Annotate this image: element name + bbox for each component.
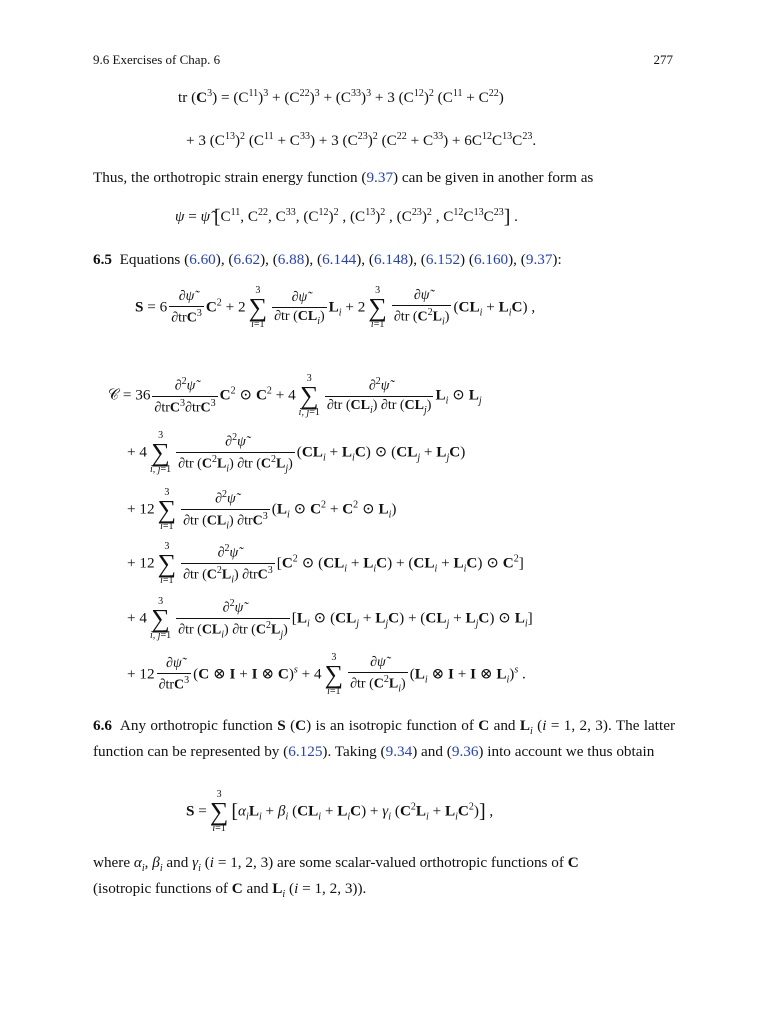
equation-stress-s: S = 6 $\frac{\partial\psĩ}{\partial trC^3}$ $C^2 + 2$ 3 ∑ i=1 $\frac{\partial\psĩ}{\partial tr (CL_i)}$ $L_i + 2$ 3 ∑ i=1 $\frac{\partial\psĩ}{\partial tr (C^2L_i)}$ $(CL_i + L_iC)$ , — [135, 285, 536, 330]
link-eq-9-34[interactable]: 9.34 — [385, 743, 413, 761]
equation-trace-c3-line1: tr $(C^3) = (C^{11})^3 + (C^{22})^3 + (C^{33})^3 + 3$ $(C^{12})^2$ $(C^{11} + C^{22})$ — [178, 88, 504, 107]
equation-trace-c3-line2: + 3 $(C^{13})^2$ $(C^{11} + C^{33}) + 3$ $(C^{23})^2$ $(C^{22} + C^{33}) + 6C^{12}C^{13}C^{23}$. — [186, 131, 537, 150]
equation-tangent-line4: + 12 3 ∑ i=1 $\frac{\partial^2\psĩ}{\partial tr (C^2L_i) \partial trC^3}$ [$C^2$ ⊙ $(CL_i + L_iC) + (CL_i + L_iC)$ ⊙ $C^2$] — [127, 541, 524, 586]
link-eq-6-160[interactable]: 6.160 — [473, 251, 509, 268]
equation-tangent-line3: + 12 3 ∑ i=1 $\frac{\partial^2\psĩ}{\partial tr (CL_i) \partial trC^3}$ ($L_i$ ⊙ $C^2 + C^2$ ⊙ $L_i$) — [127, 487, 397, 532]
equation-tangent-line2: + 4 3 ∑ i, j=1 $\frac{\partial^2\psĩ}{\partial tr (C^2L_i) \partial tr (C^2L_j)}$ $(CL_i + L_iC)$ ⊙ $(CL_j + L_jC)$ — [127, 430, 466, 475]
link-eq-6-148[interactable]: 6.148 — [373, 251, 409, 268]
text-run: and — [489, 717, 520, 734]
exercise-6-5-heading: 6.5 Equations (6.60), (6.62), (6.88), (6.144), (6.148), (6.152) (6.160), (9.37): — [93, 251, 562, 268]
text-run: ) can be given in another form as — [393, 169, 594, 186]
exercise-6-6-paragraph: 6.6 Any orthotropic function S (C) is an isotropic function of C and $L_i$ (i = 1, 2, 3). The latter function can be represented by (6.125). Taking (9.34) and (9.36) into account we thus obtain — [93, 717, 676, 761]
equation-tangent-line6: + 12 $\frac{\partial\psĩ}{\partial trC^3}$ (C ⊗ I + I ⊗ C)$^s$ + 4 3 ∑ i=1 $\frac{\partial\psĩ}{\partial tr (C^2L_i)}$ ($L_i$ ⊗ I + I ⊗ $L_i)^s$ . — [127, 652, 526, 697]
text-run: ). Taking ( — [322, 743, 386, 761]
link-eq-6-88[interactable]: 6.88 — [277, 251, 305, 268]
exercise-number: 6.6 — [93, 717, 112, 734]
page-number: 277 — [653, 52, 673, 67]
equation-tangent-line5: + 4 3 ∑ i, j=1 $\frac{\partial^2\psĩ}{\partial tr (CL_i) \partial tr (C^2L_j)}$ [$L_i$ ⊙ $(CL_j + L_jC) + (CL_j + L_jC)$ ⊙ $L_i$] — [127, 596, 533, 641]
link-eq-6-152[interactable]: 6.152 — [425, 251, 461, 268]
equation-orthotropic-s: S = 3 ∑ i=1 [$\alpha_iL_i + \beta_i$ $(CL_i + L_iC) + \gamma_i$ $(C^2L_i + L_iC^2)$] , — [186, 789, 494, 834]
text-run: are some scalar-valued orthotropic functions of — [273, 854, 568, 871]
link-eq-6-62[interactable]: 6.62 — [233, 251, 261, 268]
text-run: ) and ( — [412, 743, 452, 761]
text-run: where — [93, 854, 134, 871]
text-run: Thus, the orthotropic strain energy function ( — [93, 169, 367, 186]
text-run: The latter function can be represented by ( — [93, 717, 676, 761]
text-run: is an isotropic function of — [311, 717, 479, 734]
equation-psi-invariants: ψ = ψ̂ [$C^{11}$, $C^{22}$, $C^{33}$, $(C^{12})^2$ , $(C^{13})^2$ , $(C^{23})^2$ , $C^{12}C^{13}C^{23}$] . — [175, 206, 518, 228]
text-run: ) into account we thus obtain — [478, 743, 655, 761]
paragraph-thus — [93, 168, 675, 188]
link-eq-9-37[interactable]: 9.37 — [366, 169, 394, 186]
paragraph-where: where $\alpha_i$, $\beta_i$ and $\gamma_i$ (i = 1, 2, 3) are some scalar-valued orthotropic functions of C (isotropic functions of C and $L_i$ (i = 1, 2, 3)). — [93, 854, 579, 901]
link-eq-9-37[interactable]: 9.37 — [525, 251, 553, 268]
equation-tangent-line1: 𝒞 = 36 $\frac{\partial^2\psĩ}{\partial trC^3\partial trC^3}$ $C^2$ ⊙ $C^2 + 4$ 3 ∑ i, j=1 $\frac{\partial^2\psĩ}{\partial tr (CL_i) \partial tr (CL_j)}$ $L_i$ ⊙ $L_j$ — [108, 373, 482, 418]
link-eq-6-60[interactable]: 6.60 — [189, 251, 216, 268]
link-eq-6-144[interactable]: 6.144 — [322, 251, 357, 268]
exercise-number: 6.5 — [93, 251, 112, 268]
link-eq-9-36[interactable]: 9.36 — [451, 743, 479, 761]
running-header-section: 9.6 Exercises of Chap. 6 — [93, 52, 221, 67]
text-run: Equations ( — [119, 251, 190, 268]
link-eq-6-125[interactable]: 6.125 — [288, 743, 323, 761]
text-run: Any orthotropic function — [119, 717, 278, 734]
text-run: (isotropic functions of — [93, 880, 232, 898]
